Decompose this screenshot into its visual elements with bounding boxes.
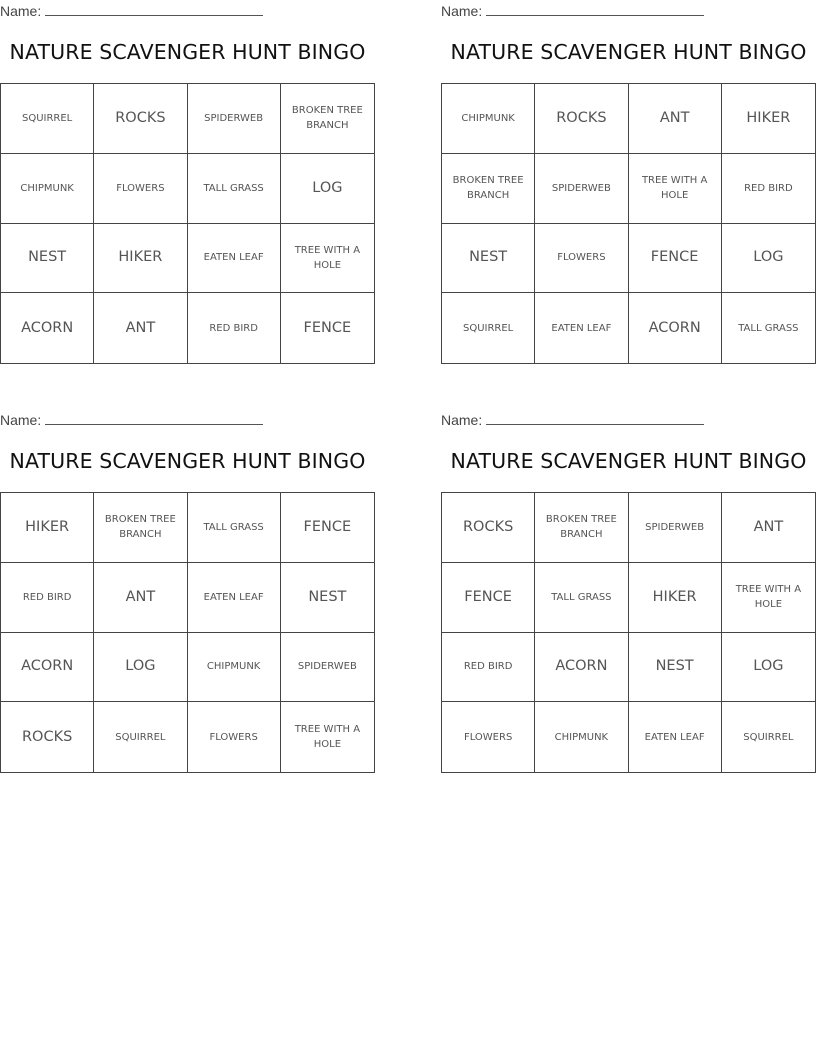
bingo-cell: FENCE: [442, 563, 535, 633]
card-title: NATURE SCAVENGER HUNT BINGO: [450, 449, 807, 473]
name-field[interactable]: [0, 411, 263, 427]
bingo-cell: TALL GRASS: [188, 154, 281, 224]
bingo-cell: ANT: [722, 493, 815, 563]
bingo-cell: EATEN LEAF: [629, 702, 722, 772]
bingo-cell: CHIPMUNK: [442, 84, 535, 154]
bingo-cell: LOG: [722, 633, 815, 703]
bingo-card: [0, 0, 375, 362]
bingo-cell: RED BIRD: [722, 154, 815, 224]
name-field[interactable]: [441, 411, 704, 427]
bingo-cell: ACORN: [1, 293, 94, 363]
name-label: Name:: [0, 412, 42, 428]
bingo-cell: SPIDERWEB: [281, 633, 374, 703]
bingo-cell: FLOWERS: [442, 702, 535, 772]
bingo-cell: FLOWERS: [535, 224, 628, 294]
bingo-cell: SQUIRREL: [1, 84, 94, 154]
bingo-cell: ROCKS: [94, 84, 187, 154]
bingo-cell: ACORN: [629, 293, 722, 363]
bingo-cell: NEST: [281, 563, 374, 633]
bingo-cell: CHIPMUNK: [1, 154, 94, 224]
bingo-cell: NEST: [1, 224, 94, 294]
bingo-cell: FLOWERS: [188, 702, 281, 772]
bingo-cell: BROKEN TREE BRANCH: [535, 493, 628, 563]
name-label: Name:: [0, 3, 42, 19]
bingo-cell: ACORN: [1, 633, 94, 703]
bingo-cell: BROKEN TREE BRANCH: [281, 84, 374, 154]
bingo-card: [441, 0, 816, 362]
bingo-cell: TREE WITH A HOLE: [294, 724, 361, 751]
bingo-cell: ROCKS: [535, 84, 628, 154]
name-label: Name:: [441, 3, 483, 19]
bingo-grid: [441, 492, 816, 773]
bingo-cell: RED BIRD: [442, 633, 535, 703]
bingo-cell: HIKER: [1, 493, 94, 563]
bingo-cell: TALL GRASS: [535, 563, 628, 633]
bingo-cell: FENCE: [303, 319, 352, 336]
bingo-cell: NEST: [442, 224, 535, 294]
card-title: NATURE SCAVENGER HUNT BINGO: [9, 449, 366, 473]
bingo-cell: HIKER: [722, 84, 815, 154]
card-title: NATURE SCAVENGER HUNT BINGO: [9, 40, 366, 64]
bingo-cell: SPIDERWEB: [629, 493, 722, 563]
name-field[interactable]: [0, 2, 263, 18]
bingo-card: [0, 409, 375, 771]
bingo-cell: FENCE: [629, 224, 722, 294]
name-label: Name:: [441, 412, 483, 428]
bingo-cell: LOG: [722, 224, 815, 294]
bingo-cell: SPIDERWEB: [188, 84, 281, 154]
bingo-cell: SQUIRREL: [94, 702, 187, 772]
bingo-cell: EATEN LEAF: [188, 563, 281, 633]
bingo-cell: SQUIRREL: [743, 731, 794, 743]
bingo-cell: ANT: [94, 293, 187, 363]
bingo-cell: LOG: [94, 633, 187, 703]
bingo-cell: ANT: [94, 563, 187, 633]
bingo-cell: SQUIRREL: [442, 293, 535, 363]
bingo-cell: CHIPMUNK: [188, 633, 281, 703]
name-underline: [486, 2, 704, 16]
bingo-cell: FLOWERS: [94, 154, 187, 224]
bingo-grid: [0, 83, 375, 364]
bingo-grid: [0, 492, 375, 773]
bingo-cell: SPIDERWEB: [535, 154, 628, 224]
bingo-cell: TREE WITH A HOLE: [281, 224, 374, 294]
bingo-cell: TREE WITH A HOLE: [722, 563, 815, 633]
bingo-grid: [441, 83, 816, 364]
bingo-cell: TALL GRASS: [188, 493, 281, 563]
bingo-cell: TREE WITH A HOLE: [629, 154, 722, 224]
bingo-cell: TALL GRASS: [738, 322, 799, 334]
card-title: NATURE SCAVENGER HUNT BINGO: [450, 40, 807, 64]
name-field[interactable]: [441, 2, 704, 18]
bingo-cell: ANT: [629, 84, 722, 154]
bingo-cell: BROKEN TREE BRANCH: [94, 493, 187, 563]
bingo-cell: LOG: [281, 154, 374, 224]
bingo-cell: NEST: [629, 633, 722, 703]
bingo-cell: ROCKS: [1, 702, 94, 772]
bingo-cell: FENCE: [281, 493, 374, 563]
name-underline: [45, 411, 263, 425]
bingo-cell: ACORN: [535, 633, 628, 703]
bingo-cell: EATEN LEAF: [188, 224, 281, 294]
bingo-cell: HIKER: [629, 563, 722, 633]
bingo-cell: RED BIRD: [188, 293, 281, 363]
bingo-cell: EATEN LEAF: [535, 293, 628, 363]
bingo-cell: CHIPMUNK: [535, 702, 628, 772]
name-underline: [45, 2, 263, 16]
bingo-cell: ROCKS: [442, 493, 535, 563]
bingo-card: [441, 409, 816, 771]
bingo-cell: BROKEN TREE BRANCH: [442, 154, 535, 224]
bingo-cell: RED BIRD: [1, 563, 94, 633]
bingo-cell: HIKER: [94, 224, 187, 294]
name-underline: [486, 411, 704, 425]
